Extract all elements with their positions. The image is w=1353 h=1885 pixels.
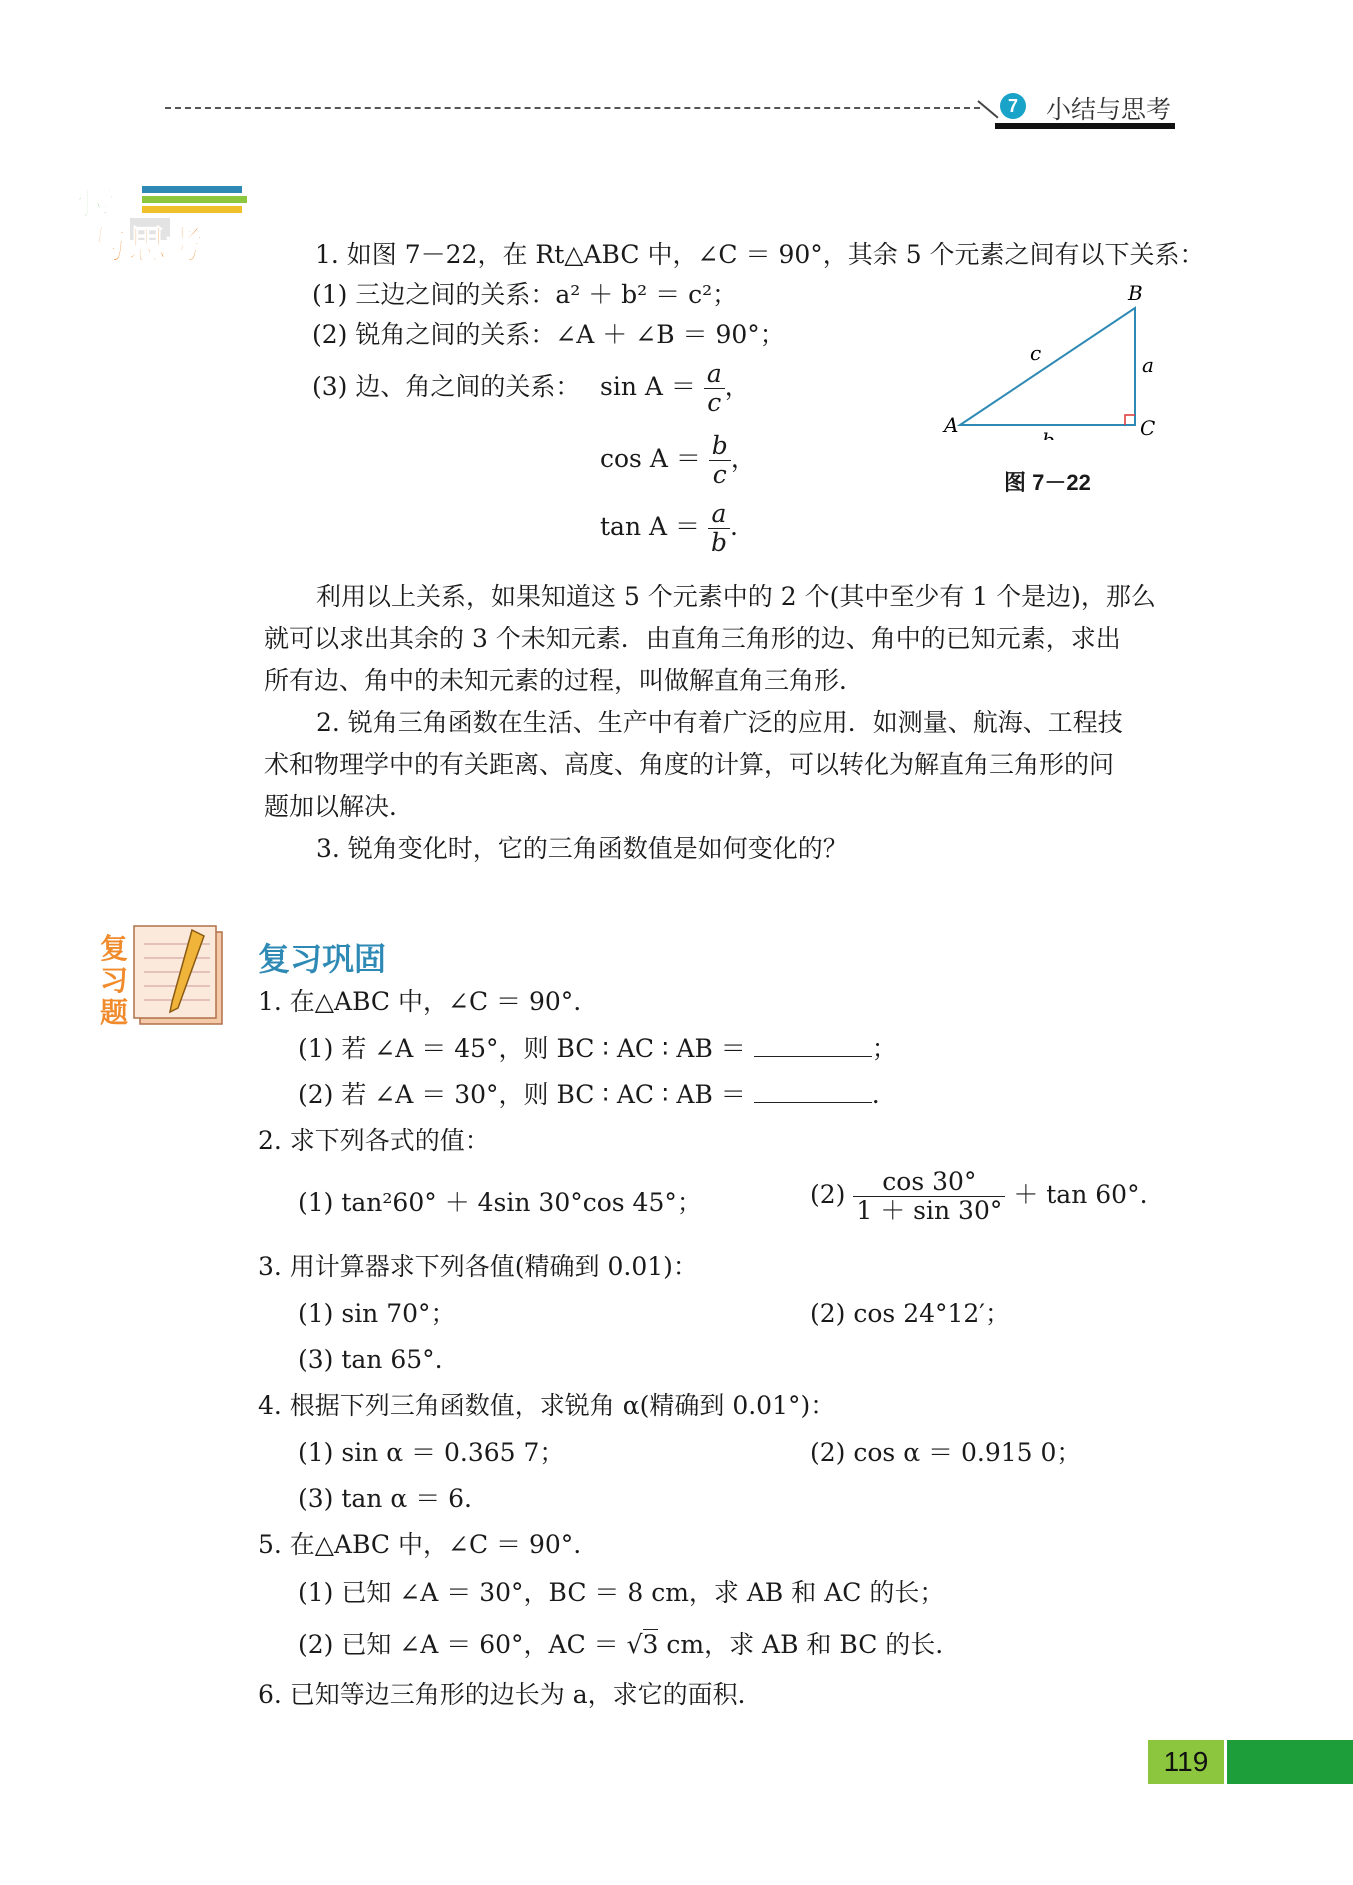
- review-q1-1: [298, 1032, 897, 1066]
- review-q2-1: (1) tan²60° ＋ 4sin 30°cos 45°；: [298, 1188, 702, 1217]
- header-slash: [977, 100, 998, 118]
- formula-sin-left: sin A ＝: [600, 372, 696, 401]
- formula-tan-num: a: [708, 500, 730, 529]
- review-q1-2: [298, 1078, 880, 1112]
- formula-cos-den: c: [712, 460, 727, 489]
- formula-tan-left: tan A ＝: [600, 512, 701, 541]
- review-q3-2: (2) cos 24°12′；: [810, 1299, 1010, 1328]
- summary-p3: 3. 锐角变化时，它的三角函数值是如何变化的？: [316, 834, 848, 863]
- formula-cos-fraction: [709, 432, 731, 489]
- review-q3-3: (3) tan 65°.: [298, 1345, 443, 1374]
- review-q2-2-den: 1 ＋ sin 30°: [856, 1196, 1003, 1225]
- formula-cos-end: ，: [730, 444, 756, 473]
- chapter-title: 小结与思考: [1046, 96, 1172, 124]
- review-q5-1: (1) 已知 ∠A ＝ 30°，BC ＝ 8 cm，求 AB 和 AC 的长；: [298, 1578, 945, 1607]
- review-q3-1: (1) sin 70°；: [298, 1299, 456, 1328]
- review-q2-2-fraction: [853, 1168, 1005, 1225]
- summary-p1-intro: 1. 如图 7－22，在 Rt△ABC 中，∠C ＝ 90°，其余 5 个元素之间有以下关系：: [315, 240, 1205, 269]
- formula-tan: [600, 500, 738, 557]
- right-triangle-diagram: [930, 280, 1170, 440]
- review-section-title: 复习巩固: [258, 941, 387, 977]
- review-q2: 2. 求下列各式的值：: [258, 1126, 490, 1155]
- vertex-B-label: B: [1128, 281, 1143, 305]
- summary-p1-1: (1) 三边之间的关系：a² ＋ b² ＝ c²；: [312, 280, 738, 309]
- svg-text:小结: 小结: [72, 187, 132, 222]
- formula-sin-end: ，: [724, 372, 750, 401]
- review-q4-1: (1) sin α ＝ 0.365 7；: [298, 1438, 565, 1467]
- review-q5-2-b: cm，求 AB 和 BC 的长.: [658, 1630, 944, 1659]
- review-logo: [100, 920, 230, 1030]
- review-q3: 3. 用计算器求下列各值(精确到 0.01)：: [258, 1252, 698, 1281]
- answer-blank: [754, 1032, 872, 1057]
- review-q1-2-end: .: [871, 1080, 880, 1109]
- chapter-number-badge: 7: [1000, 93, 1026, 119]
- review-q5-2-radicand: 3: [642, 1630, 659, 1659]
- summary-para2-line2: 就可以求出其余的 3 个未知元素．由直角三角形的边、角中的已知元素，求出: [264, 624, 1121, 653]
- formula-cos-left: cos A ＝: [600, 444, 701, 473]
- summary-p1-3-label: (3) 边、角之间的关系：: [312, 372, 581, 401]
- page-number-bar: [1227, 1740, 1353, 1784]
- review-q2-2-end: ＋ tan 60°.: [1013, 1180, 1148, 1209]
- svg-text:与思考: 与思考: [90, 223, 205, 267]
- summary-p2-line3: 题加以解决．: [264, 792, 415, 821]
- summary-p1-2: (2) 锐角之间的关系：∠A ＋ ∠B ＝ 90°；: [312, 320, 785, 349]
- formula-sin-den: c: [707, 388, 722, 417]
- formula-cos: [600, 432, 756, 489]
- review-q1: 1. 在△ABC 中，∠C ＝ 90°.: [258, 987, 582, 1016]
- svg-text:复: 复: [100, 932, 129, 965]
- review-q2-2: [810, 1168, 1148, 1225]
- figure-caption: 图 7－22: [1004, 470, 1091, 495]
- side-b-label: b: [1042, 428, 1055, 440]
- summary-para2-line1: 利用以上关系，如果知道这 5 个元素中的 2 个(其中至少有 1 个是边)，那么: [316, 582, 1156, 611]
- svg-text:题: 题: [100, 996, 129, 1029]
- formula-sin: [600, 360, 750, 417]
- sqrt-symbol: √: [626, 1630, 643, 1659]
- review-q4-2: (2) cos α ＝ 0.915 0；: [810, 1438, 1082, 1467]
- review-q5-2-a: (2) 已知 ∠A ＝ 60°，AC ＝: [298, 1630, 627, 1659]
- notebook-pencil-icon: [100, 920, 230, 1030]
- summary-logo: [70, 178, 250, 273]
- formula-tan-end: .: [729, 512, 738, 541]
- summary-p2-line1: 2. 锐角三角函数在生活、生产中有着广泛的应用．如测量、航海、工程技: [316, 708, 1123, 737]
- review-q1-1-end: ；: [871, 1034, 897, 1063]
- vertex-A-label: A: [944, 413, 959, 437]
- review-q6: 6. 已知等边三角形的边长为 a，求它的面积．: [258, 1680, 763, 1709]
- summary-p2-line2: 术和物理学中的有关距离、高度、角度的计算，可以转化为解直角三角形的问: [264, 750, 1115, 779]
- vertex-C-label: C: [1140, 416, 1156, 440]
- side-a-label: a: [1142, 353, 1154, 377]
- review-q2-2-num: cos 30°: [853, 1168, 1005, 1197]
- figure-7-22: [930, 280, 1170, 500]
- review-q1-1-text: (1) 若 ∠A ＝ 45°，则 BC ∶ AC ∶ AB ＝: [298, 1034, 746, 1063]
- review-q4: 4. 根据下列三角函数值，求锐角 α(精确到 0.01°)：: [258, 1391, 836, 1420]
- summary-para2-line3: 所有边、角中的未知元素的过程，叫做解直角三角形．: [264, 666, 865, 695]
- formula-cos-num: b: [709, 432, 731, 461]
- review-q4-3: (3) tan α ＝ 6.: [298, 1484, 472, 1513]
- formula-tan-den: b: [710, 528, 727, 557]
- summary-logo-icon: [70, 178, 250, 273]
- answer-blank: [754, 1078, 872, 1103]
- formula-sin-fraction: [704, 360, 725, 417]
- formula-sin-num: a: [704, 360, 725, 389]
- review-q2-2-label: (2): [810, 1180, 846, 1209]
- review-q1-2-text: (2) 若 ∠A ＝ 30°，则 BC ∶ AC ∶ AB ＝: [298, 1080, 746, 1109]
- side-c-label: c: [1030, 341, 1042, 365]
- svg-text:习: 习: [100, 964, 129, 997]
- page-number: 119: [1148, 1740, 1224, 1784]
- review-q5: 5. 在△ABC 中，∠C ＝ 90°.: [258, 1530, 582, 1559]
- header-dashed-rule: [165, 107, 980, 109]
- review-q5-2: [298, 1628, 943, 1662]
- formula-tan-fraction: [708, 500, 730, 557]
